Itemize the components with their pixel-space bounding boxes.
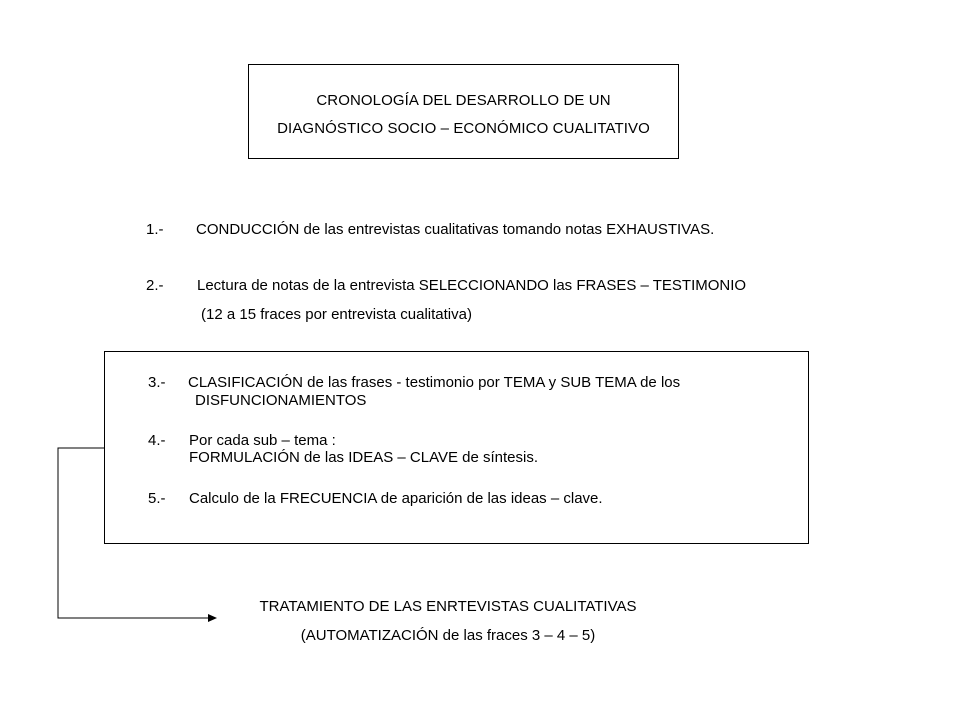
step-3-number: 3.- <box>148 374 166 391</box>
connector-line <box>58 448 210 618</box>
footer-line-1: TRATAMIENTO DE LAS ENRTEVISTAS CUALITATIVAS <box>259 598 637 615</box>
title-line-1: CRONOLOGÍA DEL DESARROLLO DE UN <box>316 92 611 109</box>
step-3-line-1: CLASIFICACIÓN de las frases - testimonio por TEMA y SUB TEMA de los <box>188 374 681 391</box>
step-5-line-1: Calculo de la FRECUENCIA de aparición de las ideas – clave. <box>189 490 603 507</box>
step-4-number: 4.- <box>148 432 166 449</box>
step-2-number: 2.- <box>146 277 164 294</box>
title-line-2: DIAGNÓSTICO SOCIO – ECONÓMICO CUALITATIVO <box>277 120 650 137</box>
arrow-head-icon <box>208 614 217 622</box>
step-1-text: CONDUCCIÓN de las entrevistas cualitativas tomando notas EXHAUSTIVAS. <box>196 221 715 238</box>
step-5-number: 5.- <box>148 490 166 507</box>
step-4-line-1: Por cada sub – tema : <box>189 432 336 449</box>
step-1-number: 1.- <box>146 221 164 238</box>
step-3-line-2: DISFUNCIONAMIENTOS <box>195 392 367 409</box>
step-4-line-2: FORMULACIÓN de las IDEAS – CLAVE de síntesis. <box>189 449 539 466</box>
step-2-text: Lectura de notas de la entrevista SELECCIONANDO las FRASES – TESTIMONIO <box>197 277 747 294</box>
footer-line-2: (AUTOMATIZACIÓN de las fraces 3 – 4 – 5) <box>300 627 596 644</box>
step-2-note: (12 a 15 fraces por entrevista cualitativa) <box>201 306 472 323</box>
